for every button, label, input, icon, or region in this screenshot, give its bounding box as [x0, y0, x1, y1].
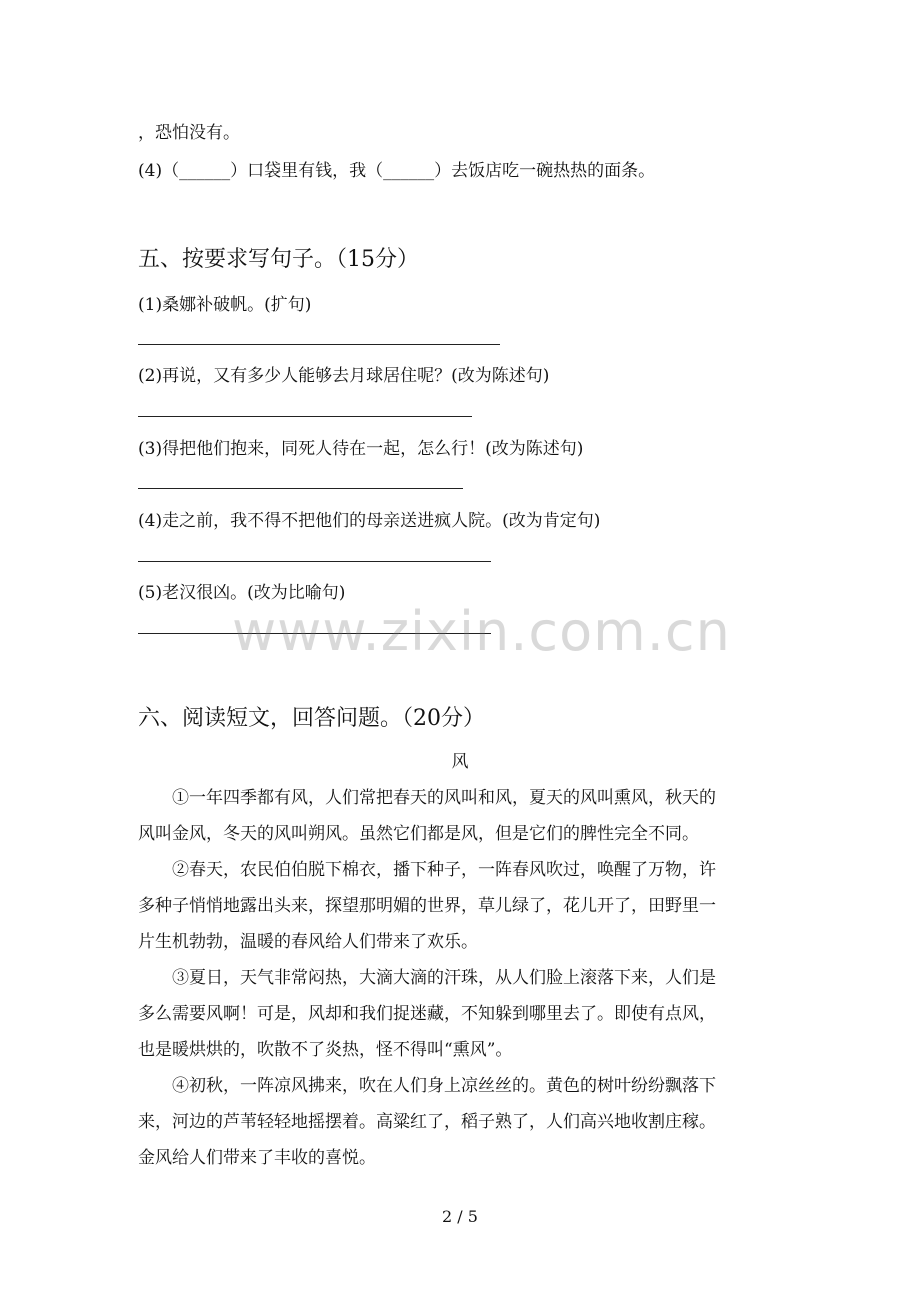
answer-line: [138, 416, 472, 417]
passage-title: 风: [451, 752, 469, 772]
passage-line: ①一年四季都有风，人们常把春天的风叫和风，夏天的风叫熏风，秋天的: [172, 788, 716, 808]
section-heading-6: 六、阅读短文，回答问题。（20分）: [138, 706, 485, 731]
text-line: ，恐怕没有。: [138, 123, 240, 143]
answer-line: [138, 488, 463, 489]
answer-line: [138, 561, 491, 562]
passage-line: ③夏日，天气非常闷热，大滴大滴的汗珠，从人们脸上滚落下来，人们是: [172, 968, 716, 988]
passage-line: 金风给人们带来了丰收的喜悦。: [138, 1148, 376, 1168]
passage-line: 多种子悄悄地露出头来，探望那明媚的世界，草儿绿了，花儿开了，田野里一: [138, 896, 716, 916]
question-item-2: (2)再说，又有多少人能够去月球居住呢？(改为陈述句): [138, 366, 550, 386]
passage-line: 来，河边的芦苇轻轻地摇摆着。高粱红了，稻子熟了，人们高兴地收割庄稼。: [138, 1112, 716, 1132]
passage-line: 多么需要风啊！可是，风却和我们捉迷藏，不知躲到哪里去了。即使有点风，: [138, 1004, 716, 1024]
question-item-4: (4)走之前，我不得不把他们的母亲送进疯人院。(改为肯定句): [138, 511, 601, 531]
passage-line: 片生机勃勃，温暖的春风给人们带来了欢乐。: [138, 932, 478, 952]
fill-blank-question-4: (4)（______）口袋里有钱，我（______）去饭店吃一碗热热的面条。: [138, 161, 656, 181]
passage-line: ②春天，农民伯伯脱下棉衣，播下种子，一阵春风吹过，唤醒了万物，许: [172, 860, 716, 880]
passage-line: 风叫金风，冬天的风叫朔风。虽然它们都是风，但是它们的脾性完全不同。: [138, 824, 699, 844]
section-heading-5: 五、按要求写句子。（15分）: [138, 247, 419, 272]
question-item-5: (5)老汉很凶。(改为比喻句): [138, 583, 346, 603]
question-item-3: (3)得把他们抱来，同死人待在一起，怎么行！(改为陈述句): [138, 439, 584, 459]
answer-line: [138, 344, 500, 345]
watermark: www.zixin.com.cn: [232, 600, 731, 663]
passage-line: ④初秋，一阵凉风拂来，吹在人们身上凉丝丝的。黄色的树叶纷纷飘落下: [172, 1076, 716, 1096]
passage-line: 也是暖烘烘的，吹散不了炎热，怪不得叫“熏风”。: [138, 1040, 513, 1060]
question-item-1: (1)桑娜补破帆。(扩句): [138, 295, 312, 315]
page-number: 2 / 5: [442, 1207, 478, 1226]
